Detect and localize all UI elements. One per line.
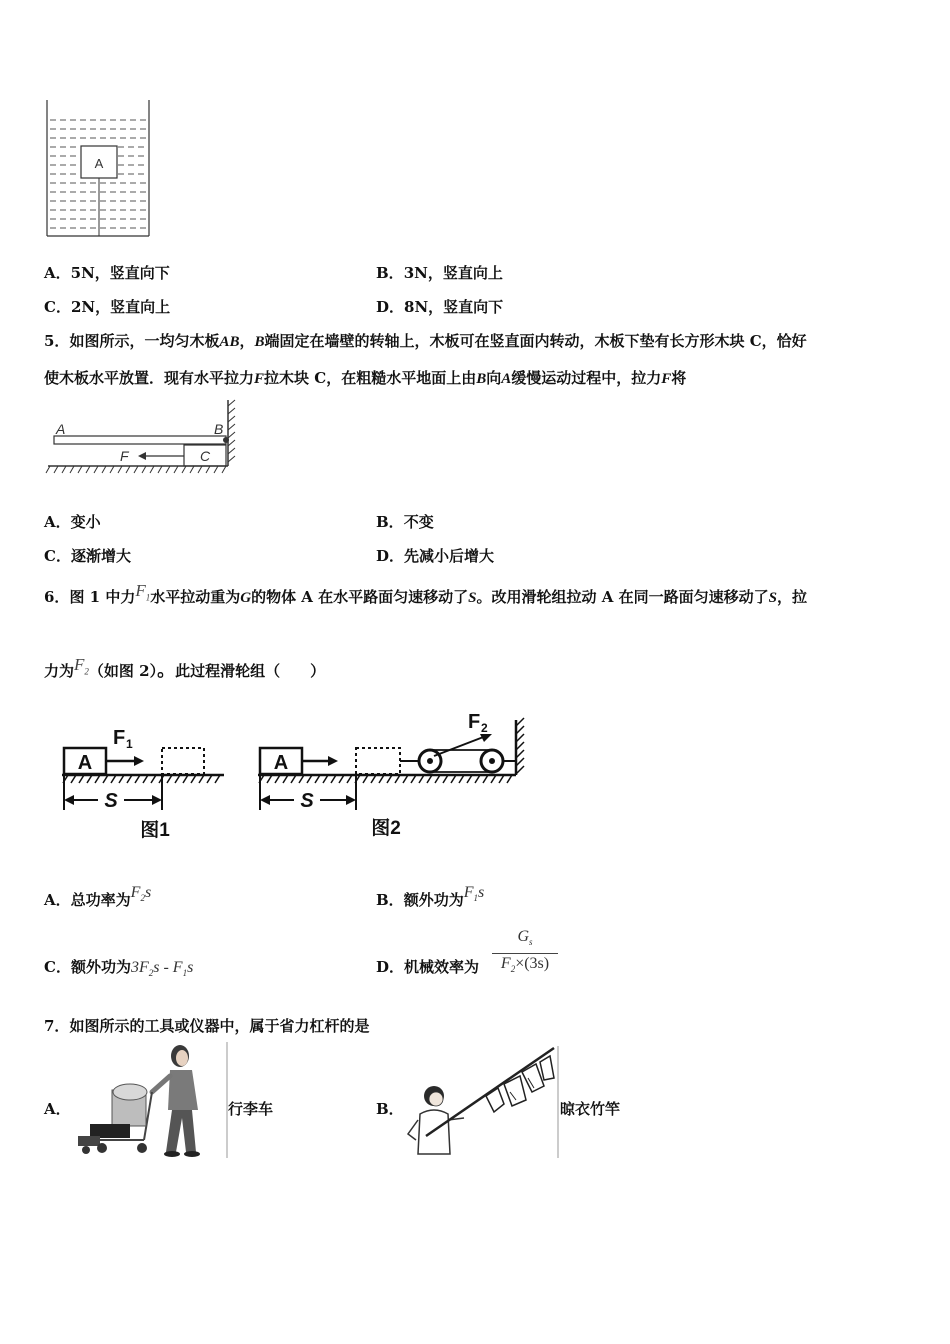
q6-option-a[interactable]: A．总功率为$F_2s$	[44, 884, 152, 909]
q6-option-c[interactable]: C．额外功为$3F_2s - F_1s$	[44, 958, 194, 979]
q4-option-c[interactable]: C．2N，竖直向上	[44, 298, 171, 316]
q6-option-d[interactable]: D．机械效率为	[376, 958, 480, 976]
svg-text:C: C	[200, 448, 211, 464]
svg-text:F: F	[113, 727, 126, 749]
block-a-label: A	[94, 156, 104, 171]
q4-option-b[interactable]: B．3N，竖直向上	[376, 264, 503, 282]
svg-text:1: 1	[126, 737, 133, 751]
q6-figure-1	[58, 720, 228, 844]
q5-option-a[interactable]: A．变小	[44, 513, 101, 531]
q7-option-a-caption: 行李车	[228, 1100, 274, 1118]
q4-option-d[interactable]: D．8N，竖直向下	[376, 298, 504, 316]
q6-stem-line2: 力为$F_2$（如图 2）。此过程滑轮组（ ）	[44, 655, 326, 681]
luggage-cart-picture	[72, 1040, 228, 1160]
svg-text:图2: 图2	[371, 818, 401, 839]
svg-text:S: S	[300, 790, 314, 812]
q5-figure	[44, 398, 240, 478]
q6-stem-line1: 6．图 1 中力$F_1$水平拉动重为G的物体 A 在水平路面匀速移动了S。改用滑轮组拉动 A 在同一路面匀速移动了S，拉	[44, 581, 807, 606]
q4-option-a[interactable]: A．5N，竖直向下	[44, 264, 170, 282]
q7-stem: 7．如图所示的工具或仪器中，属于省力杠杆的是	[44, 1017, 370, 1035]
svg-text:A: A	[77, 752, 93, 774]
q7-option-b[interactable]: B．	[376, 1100, 404, 1118]
q5-option-b[interactable]: B．不变	[376, 513, 434, 531]
svg-text:F: F	[468, 711, 481, 733]
svg-text:2: 2	[481, 721, 488, 735]
q7-option-a[interactable]: A．	[44, 1100, 71, 1118]
svg-text:S: S	[104, 790, 118, 812]
q4-figure	[44, 98, 154, 240]
drying-pole-picture	[404, 1044, 560, 1160]
q5-stem-line1: 5．如图所示，一均匀木板AB，B端固定在墙壁的转轴上，木板可在竖直面内转动，木板下垫有长方形木块 C，恰好	[44, 332, 807, 350]
svg-text:B: B	[214, 421, 224, 437]
svg-text:F: F	[120, 448, 129, 464]
q6-option-b[interactable]: B．额外功为$F_1s$	[376, 884, 485, 909]
q7-option-b-caption: 晾衣竹竿	[560, 1100, 621, 1118]
q5-option-c[interactable]: C．逐渐增大	[44, 547, 131, 565]
board-ab	[54, 436, 226, 444]
q6-figure-2	[254, 706, 534, 842]
q5-option-d[interactable]: D．先减小后增大	[376, 547, 495, 565]
svg-text:A: A	[273, 752, 289, 774]
svg-text:图1: 图1	[140, 820, 170, 841]
q5-stem-line2: 使木板水平放置．现有水平拉力F拉木块 C，在粗糙水平地面上由B向A缓慢运动过程中，拉力F将	[44, 369, 687, 387]
q6-option-d-fraction: $G_s$ $F_2\times(3s)$	[492, 928, 558, 979]
svg-text:A: A	[56, 421, 66, 437]
